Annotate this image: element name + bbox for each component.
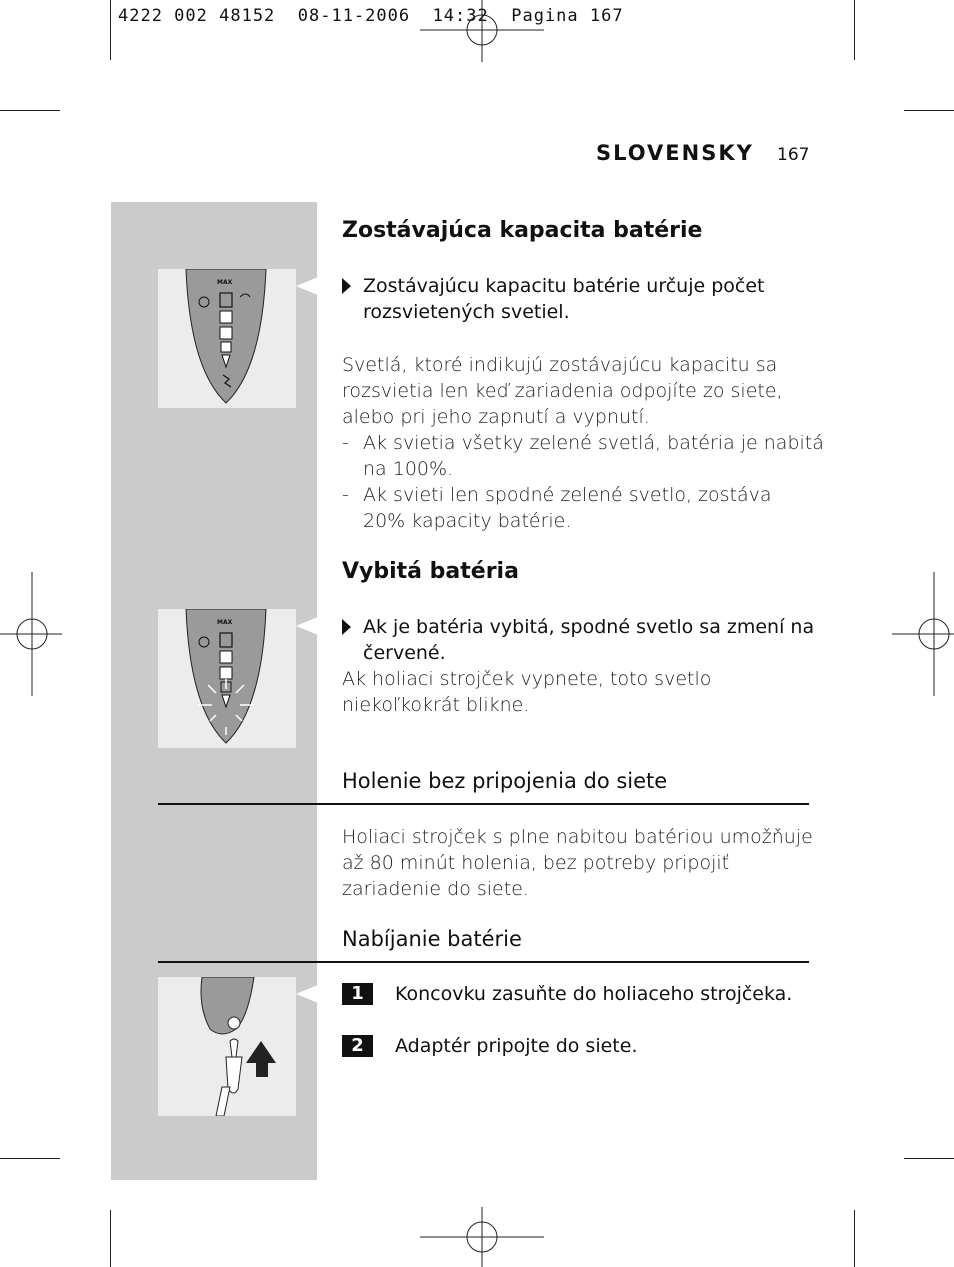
registration-mark-bottom bbox=[420, 1207, 544, 1267]
print-header: 4222 002 48152 08-11-2006 14:32 Pagina 167 bbox=[118, 6, 624, 26]
paragraph-line: Svetlá, ktoré indikujú zostávajúcu kapacitu sa bbox=[342, 354, 778, 376]
bullet-marker bbox=[342, 278, 351, 294]
paragraph-line: až 80 minút holenia, bez potreby pripojiť bbox=[342, 852, 730, 874]
paragraph-line: Holiaci strojček s plne nabitou batériou umožňuje bbox=[342, 826, 813, 848]
dash-marker: - bbox=[342, 484, 349, 506]
paragraph-line: rozsvietia len keď zariadenia odpojíte zo siete, bbox=[342, 380, 783, 402]
dash-item-text: Ak svietia všetky zelené svetlá, batéria je nabitá bbox=[363, 432, 824, 454]
page-number: 167 bbox=[777, 145, 810, 165]
bullet-text: Ak je batéria vybitá, spodné svetlo sa zmení na bbox=[363, 616, 815, 638]
max-label: MAX bbox=[217, 279, 233, 286]
step-number: 1 bbox=[342, 983, 373, 1005]
section-title-remaining-capacity: Zostávajúca kapacita batérie bbox=[342, 218, 703, 243]
dash-marker: - bbox=[342, 432, 349, 454]
illustration-pointer bbox=[296, 617, 318, 635]
paragraph-line: alebo pri jeho zapnutí a vypnutí. bbox=[342, 406, 650, 428]
dash-item-text: Ak svieti len spodné zelené svetlo, zostáva bbox=[363, 484, 772, 506]
illustration-pointer bbox=[296, 277, 318, 295]
section-title-cordless-shaving: Holenie bez pripojenia do siete bbox=[342, 769, 668, 793]
registration-mark-right bbox=[892, 572, 954, 696]
shaver-panel-blink-svg bbox=[158, 609, 296, 748]
max-label: MAX bbox=[217, 619, 233, 626]
language-heading: SLOVENSKY bbox=[596, 141, 754, 165]
bullet-text: červené. bbox=[363, 642, 446, 664]
section-title-empty-battery: Vybitá batéria bbox=[342, 559, 519, 584]
bullet-text: Zostávajúcu kapacitu batérie určuje počet bbox=[363, 275, 765, 297]
section-rule bbox=[158, 961, 809, 963]
section-rule bbox=[158, 803, 809, 805]
illustration-pointer bbox=[296, 985, 318, 1003]
shaver-plug-svg bbox=[158, 977, 296, 1116]
section-title-charging: Nabíjanie batérie bbox=[342, 927, 522, 951]
battery-indicator-illustration bbox=[158, 269, 296, 408]
empty-battery-illustration bbox=[158, 609, 296, 748]
step-text: Adaptér pripojte do siete. bbox=[395, 1035, 638, 1057]
bullet-text: rozsvietených svetiel. bbox=[363, 301, 570, 323]
charging-illustration bbox=[158, 977, 296, 1116]
paragraph-line: zariadenie do siete. bbox=[342, 878, 529, 900]
shaver-panel-svg bbox=[158, 269, 296, 408]
dash-item-text: 20% kapacity batérie. bbox=[363, 510, 572, 532]
dash-item-text: na 100%. bbox=[363, 458, 454, 480]
bullet-marker bbox=[342, 619, 351, 635]
step-number: 2 bbox=[342, 1035, 373, 1057]
paragraph-line: Ak holiaci strojček vypnete, toto svetlo bbox=[342, 668, 712, 690]
paragraph-line: niekoľkokrát blikne. bbox=[342, 694, 530, 716]
registration-mark-left bbox=[0, 572, 62, 696]
step-text: Koncovku zasuňte do holiaceho strojčeka. bbox=[395, 983, 793, 1005]
